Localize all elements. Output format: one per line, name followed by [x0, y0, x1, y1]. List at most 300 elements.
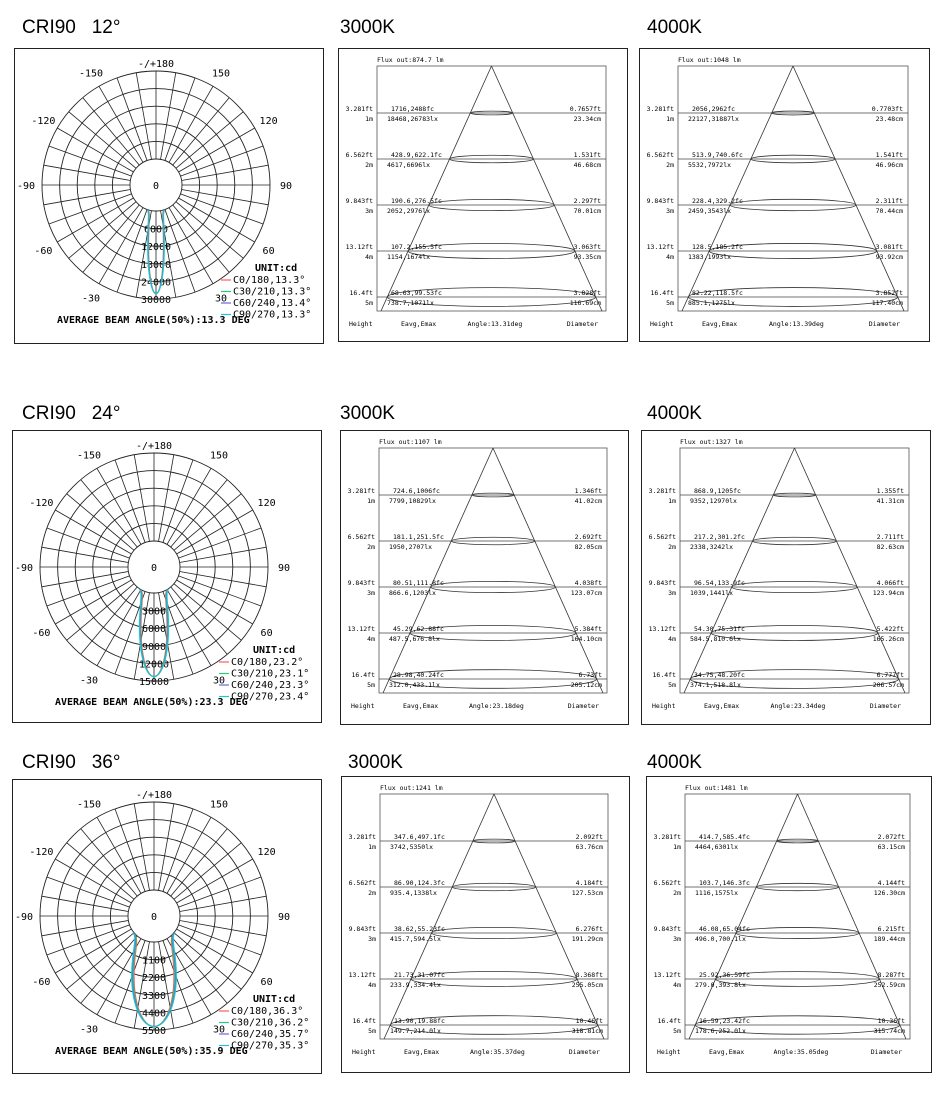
cone-height-ft: 16.4ft [657, 1017, 681, 1025]
polar-radial-label: 3300 [141, 990, 167, 1002]
polar-radial-label: 6000 [141, 624, 167, 636]
cone-height-m: 4m [368, 981, 376, 989]
cone-height-m: 5m [673, 1027, 681, 1035]
cone-diameter-ft: 2.092ft [575, 833, 603, 841]
polar-angle-label: -120 [29, 498, 54, 509]
polar-angle-label: 60 [260, 628, 273, 639]
polar-radial-label: 2200 [141, 973, 167, 985]
cone-diameter-ft: 5.384ft [574, 625, 602, 633]
cone-height-ft: 6.562ft [345, 151, 373, 159]
cone-diameter-ft: 10.36ft [877, 1017, 905, 1025]
polar-average-beam-angle: AVERAGE BEAM ANGLE(50%):23.3 DEG [55, 697, 248, 708]
polar-angle-label: -60 [34, 246, 53, 257]
polar-spoke [182, 190, 269, 205]
cone-illuminance-fc: 86.90,124.3fc [394, 879, 445, 887]
polar-legend-c30: C30/210,13.3° [233, 286, 312, 298]
cone-footer-height: Height [652, 702, 676, 710]
cone-illuminance-lx: 374.1,518.8lx [690, 681, 741, 689]
cone-height-ft: 13.12ft [345, 243, 373, 251]
polar-legend-c30: C30/210,23.1° [231, 668, 310, 680]
cone-illuminance-lx: 5532,7972lx [688, 161, 732, 169]
cone-illuminance-fc: 513.9,740.6fc [692, 151, 743, 159]
cone-panel-row-2-b [641, 430, 931, 725]
polar-spoke [161, 73, 176, 160]
cone-illuminance-lx: 22127,31887lx [688, 115, 739, 123]
cone-illuminance-fc: 13.90,19.88fc [394, 1017, 445, 1025]
polar-radial-label: 5500 [141, 1026, 167, 1037]
row-2-heading: CRI90 24° [22, 403, 121, 424]
cone-illuminance-lx: 18468,26783lx [387, 115, 438, 123]
row-3-cone-a-heading: 3000K [348, 752, 403, 773]
cone-diameter-ft: 2.072ft [877, 833, 905, 841]
polar-unit-label: UNIT:cd [253, 994, 296, 1005]
cone-illuminance-lx: 279.0,393.8lx [695, 981, 746, 989]
polar-radial-label: 3000 [141, 606, 167, 618]
polar-radial-label: 12000 [138, 659, 170, 671]
cone-flux: Flux out:1481 lm [685, 784, 748, 792]
cone-illuminance-lx: 1116,1575lx [695, 889, 739, 897]
polar-angle-label: -30 [79, 1024, 99, 1036]
polar-spoke [134, 455, 149, 542]
cone-height-m: 3m [666, 207, 674, 215]
cone-illuminance-fc: 1716,2488fc [391, 105, 435, 113]
polar-spoke [136, 73, 151, 160]
row-1-heading: CRI90 12° [22, 17, 121, 38]
cone-edge-right [798, 794, 907, 1039]
cone-panel-row-1-b [639, 48, 930, 342]
cone-illuminance-lx: 1950,2707lx [389, 543, 433, 551]
polar-spoke [180, 572, 267, 587]
polar-angle-label: -90 [14, 912, 34, 923]
cone-footer-angle: Angle:13.39deg [769, 320, 824, 328]
cone-diameter-ft: 8.368ft [575, 971, 603, 979]
cone-diameter-cm: 93.35cm [573, 253, 601, 261]
cone-illuminance-lx: 584.5,810.6lx [690, 635, 741, 643]
cone-illuminance-fc: 28.98,40.24fc [393, 671, 444, 679]
cone-illuminance-lx: 1383,1993lx [688, 253, 732, 261]
cone-diameter-ft: 10.46ft [575, 1017, 603, 1025]
cone-height-ft: 9.843ft [653, 925, 681, 933]
cone-illuminance-fc: 228.4,329.2fc [692, 197, 743, 205]
polar-spoke [42, 547, 129, 562]
cone-height-m: 3m [367, 589, 375, 597]
polar-angle-label: 120 [257, 498, 276, 509]
cone-diameter-ft: 0.7657ft [569, 105, 601, 113]
cone-diameter-cm: 23.48cm [875, 115, 903, 123]
cone-illuminance-fc: 82.22,118.5fc [692, 289, 743, 297]
cone-illuminance-fc: 190.6,276.5fc [391, 197, 442, 205]
polar-radial-label: 18000 [140, 259, 172, 271]
polar-chart-row-1 [15, 49, 325, 345]
cone-chart-row-2-b [642, 431, 932, 726]
cone-footer-angle: Angle:23.34deg [770, 702, 826, 710]
cone-height-ft: 6.562ft [653, 879, 681, 887]
cone-height-m: 5m [666, 299, 674, 307]
polar-angle-label: 120 [257, 847, 276, 858]
polar-legend-c60: C60/240,13.4° [233, 298, 312, 309]
cone-illuminance-lx: 233.9,334.4lx [390, 981, 441, 989]
polar-angle-label: 150 [211, 68, 231, 80]
polar-angle-label: 90 [277, 912, 291, 923]
cone-diameter-ft: 8.287ft [877, 971, 905, 979]
polar-radial-label: 24000 [140, 277, 172, 289]
cone-height-m: 1m [368, 843, 376, 851]
cone-illuminance-lx: 149.7,214.0lx [390, 1027, 441, 1035]
row-1-cone-b-heading: 4000K [647, 17, 702, 38]
cone-diameter-ft: 2.692ft [574, 533, 602, 541]
cone-chart-row-3-a [342, 777, 631, 1074]
cone-height-ft: 13.12ft [648, 625, 676, 633]
cone-illuminance-fc: 54.30,75.31fc [694, 625, 745, 633]
cone-height-m: 2m [666, 161, 674, 169]
cone-illuminance-lx: 312.0,433.1lx [389, 681, 440, 689]
polar-spoke [44, 165, 131, 180]
cone-illuminance-lx: 2052,2976lx [387, 207, 431, 215]
cone-height-m: 4m [668, 635, 676, 643]
cone-diameter-cm: 315.74cm [873, 1027, 905, 1035]
cone-illuminance-fc: 217.2,301.2fc [694, 533, 745, 541]
polar-angle-label: 60 [260, 977, 273, 988]
polar-angle-label: -150 [78, 68, 104, 80]
cone-diameter-ft: 6.276ft [575, 925, 603, 933]
cone-diameter-ft: 4.066ft [876, 579, 904, 587]
polar-angle-label: 30 [214, 293, 228, 305]
cone-flux: Flux out:1241 lm [380, 784, 443, 792]
cone-height-ft: 6.562ft [648, 533, 676, 541]
polar-angle-label: 60 [262, 246, 275, 257]
cone-edge-left [684, 448, 795, 693]
cone-height-m: 4m [666, 253, 674, 261]
row-1-cone-a-heading: 3000K [340, 17, 395, 38]
polar-average-beam-angle: AVERAGE BEAM ANGLE(50%):13.3 DEG [57, 315, 250, 326]
polar-spoke [134, 804, 149, 891]
cone-footer-diameter: Diameter [868, 320, 900, 328]
cone-diameter-ft: 2.297ft [573, 197, 601, 205]
cone-diameter-cm: 116.69cm [569, 299, 601, 307]
cone-height-ft: 3.281ft [347, 487, 375, 495]
cone-edge-left [384, 794, 494, 1039]
cone-diameter-cm: 46.68cm [573, 161, 601, 169]
polar-average-beam-angle: AVERAGE BEAM ANGLE(50%):35.9 DEG [55, 1046, 248, 1057]
cone-illuminance-fc: 128.5,185.2fc [692, 243, 743, 251]
polar-legend-c0: C0/180,36.3° [231, 1006, 304, 1017]
cone-illuminance-lx: 2459,3543lx [688, 207, 732, 215]
polar-spoke [44, 190, 131, 205]
cone-diameter-ft: 6.73ft [578, 671, 602, 679]
polar-angle-label: 30 [212, 1024, 226, 1036]
polar-angle-label: 30 [212, 675, 226, 687]
cone-diameter-ft: 4.184ft [575, 879, 603, 887]
cone-edge-left [381, 66, 492, 311]
cone-footer-diameter: Diameter [566, 320, 598, 328]
polar-angle-label: 90 [277, 563, 291, 574]
cone-illuminance-fc: 46.08,65.04fc [699, 925, 750, 933]
cone-height-m: 5m [365, 299, 373, 307]
cone-height-ft: 3.281ft [345, 105, 373, 113]
polar-angle-label: -150 [76, 450, 102, 462]
polar-radial-label: 9000 [141, 641, 167, 653]
polar-spoke [159, 804, 174, 891]
row-2-cone-b-heading: 4000K [647, 403, 702, 424]
polar-radial-label: 0 [150, 563, 158, 574]
polar-max-label: -/+180 [135, 790, 173, 801]
row-2-cone-a-heading: 3000K [340, 403, 395, 424]
cone-diameter-cm: 164.10cm [570, 635, 602, 643]
cone-diameter-ft: 0.7703ft [871, 105, 903, 113]
cone-height-ft: 6.562ft [646, 151, 674, 159]
cone-edge-right [493, 448, 603, 693]
polar-radial-label: 12000 [140, 242, 172, 254]
cone-illuminance-fc: 45.29,62.88fc [393, 625, 444, 633]
cone-footer-angle: Angle:13.31deg [467, 320, 523, 328]
polar-legend-c90: C90/270,35.3° [231, 1040, 310, 1052]
cone-illuminance-lx: 3742,5350lx [390, 843, 434, 851]
cone-height-m: 1m [666, 115, 674, 123]
cone-diameter-ft: 6.215ft [877, 925, 905, 933]
cone-illuminance-lx: 866.6,1203lx [389, 589, 436, 597]
cone-frame [678, 66, 908, 311]
cone-chart-row-3-b [647, 777, 933, 1074]
cone-diameter-cm: 255.05cm [571, 981, 603, 989]
cone-edge-left [689, 794, 798, 1039]
cone-footer-diameter: Diameter [567, 702, 599, 710]
cone-illuminance-fc: 68.63,99.53fc [391, 289, 442, 297]
cone-height-ft: 16.4ft [351, 671, 375, 679]
cone-diameter-cm: 165.26cm [872, 635, 904, 643]
cone-diameter-ft: 2.711ft [876, 533, 904, 541]
cone-height-ft: 9.843ft [347, 579, 375, 587]
cone-chart-row-2-a [341, 431, 630, 726]
polar-spoke [180, 921, 267, 936]
cone-illuminance-lx: 2338,3242lx [690, 543, 734, 551]
cone-height-ft: 16.4ft [352, 1017, 376, 1025]
cone-illuminance-fc: 428.9,622.1fc [391, 151, 442, 159]
cone-diameter-ft: 3.852ft [875, 289, 903, 297]
polar-spoke [42, 572, 129, 587]
cone-diameter-cm: 63.76cm [575, 843, 603, 851]
cone-footer-eavg: Eavg,Emax [401, 320, 437, 328]
cone-height-m: 5m [368, 1027, 376, 1035]
cone-height-ft: 6.562ft [347, 533, 375, 541]
polar-legend-c90: C90/270,13.3° [233, 309, 312, 321]
polar-spoke [182, 165, 269, 180]
cone-height-m: 1m [673, 843, 681, 851]
cone-flux: Flux out:1048 lm [678, 56, 741, 64]
cone-height-m: 2m [367, 543, 375, 551]
cone-diameter-cm: 252.59cm [873, 981, 905, 989]
polar-angle-label: -90 [16, 181, 36, 192]
cone-diameter-ft: 5.422ft [876, 625, 904, 633]
cone-diameter-ft: 3.081ft [875, 243, 903, 251]
cone-diameter-cm: 127.53cm [571, 889, 603, 897]
cone-diameter-cm: 93.92cm [875, 253, 903, 261]
cone-illuminance-lx: 415.7,594.5lx [390, 935, 441, 943]
cone-height-m: 3m [668, 589, 676, 597]
row-3-cone-b-heading: 4000K [647, 752, 702, 773]
polar-angle-label: -60 [32, 628, 51, 639]
cone-height-ft: 3.281ft [646, 105, 674, 113]
cone-footer-eavg: Eavg,Emax [404, 1048, 440, 1056]
polar-chart-row-3 [13, 780, 323, 1075]
cone-diameter-ft: 6.777ft [876, 671, 904, 679]
polar-legend-c0: C0/180,23.2° [231, 657, 304, 668]
cone-illuminance-fc: 21.73,31.07fc [394, 971, 445, 979]
cone-height-m: 2m [368, 889, 376, 897]
cone-footer-diameter: Diameter [568, 1048, 600, 1056]
polar-angle-label: 150 [209, 450, 229, 462]
cone-illuminance-lx: 178.6,252.0lx [695, 1027, 746, 1035]
cone-frame [380, 794, 608, 1039]
cone-illuminance-fc: 103.7,146.3fc [699, 879, 750, 887]
cone-height-m: 3m [673, 935, 681, 943]
cone-diameter-cm: 318.81cm [571, 1027, 603, 1035]
polar-legend-c30: C30/210,36.2° [231, 1017, 310, 1029]
cone-illuminance-fc: 96.54,133.9fc [694, 579, 745, 587]
cone-footer-height: Height [650, 320, 674, 328]
polar-angle-label: -90 [14, 563, 34, 574]
cone-height-ft: 16.4ft [349, 289, 373, 297]
cone-height-ft: 13.12ft [646, 243, 674, 251]
cone-illuminance-fc: 80.51,111.8fc [393, 579, 444, 587]
polar-radial-label: 0 [150, 912, 158, 923]
cone-height-m: 3m [365, 207, 373, 215]
cone-diameter-cm: 206.57cm [872, 681, 904, 689]
cone-frame [379, 448, 607, 693]
cone-diameter-ft: 4.038ft [574, 579, 602, 587]
cone-diameter-cm: 82.05cm [574, 543, 602, 551]
cone-illuminance-lx: 935.4,1338lx [390, 889, 437, 897]
cone-panel-row-1-a [338, 48, 628, 342]
cone-height-ft: 13.12ft [653, 971, 681, 979]
cone-footer-eavg: Eavg,Emax [704, 702, 740, 710]
cone-height-ft: 9.843ft [648, 579, 676, 587]
cone-diameter-cm: 205.12cm [570, 681, 602, 689]
cone-diameter-ft: 1.531ft [573, 151, 601, 159]
cone-footer-height: Height [657, 1048, 681, 1056]
cone-height-m: 3m [368, 935, 376, 943]
cone-frame [377, 66, 606, 311]
polar-spoke [159, 455, 174, 542]
cone-diameter-cm: 191.29cm [571, 935, 603, 943]
cone-illuminance-lx: 4464,6301lx [695, 843, 739, 851]
polar-angle-label: 150 [209, 799, 229, 811]
polar-legend-c90: C90/270,23.4° [231, 691, 310, 703]
polar-panel-row-2 [12, 430, 322, 723]
cone-height-ft: 13.12ft [348, 971, 376, 979]
polar-angle-label: -120 [29, 847, 54, 858]
cone-illuminance-fc: 38.62,55.23fc [394, 925, 445, 933]
polar-spoke [42, 896, 129, 911]
cone-illuminance-fc: 868.9,1205fc [694, 487, 741, 495]
cone-footer-eavg: Eavg,Emax [403, 702, 439, 710]
polar-max-label: -/+180 [137, 59, 175, 70]
polar-angle-label: -30 [79, 675, 99, 687]
cone-diameter-cm: 46.96cm [875, 161, 903, 169]
cone-footer-height: Height [352, 1048, 376, 1056]
cone-illuminance-lx: 9352,12970lx [690, 497, 737, 505]
cone-illuminance-fc: 414.7,585.4fc [699, 833, 750, 841]
cone-height-m: 5m [668, 681, 676, 689]
cone-diameter-ft: 4.144ft [877, 879, 905, 887]
cone-diameter-cm: 63.15cm [877, 843, 905, 851]
cone-height-ft: 16.4ft [652, 671, 676, 679]
cone-illuminance-lx: 4617,6696lx [387, 161, 431, 169]
cone-height-m: 1m [365, 115, 373, 123]
polar-legend-c0: C0/180,13.3° [233, 275, 306, 286]
cone-diameter-cm: 117.40cm [871, 299, 903, 307]
cone-diameter-cm: 41.31cm [876, 497, 904, 505]
cone-height-ft: 16.4ft [650, 289, 674, 297]
cone-panel-row-3-b [646, 776, 932, 1073]
cone-height-m: 2m [668, 543, 676, 551]
cone-diameter-cm: 189.44cm [873, 935, 905, 943]
cone-footer-diameter: Diameter [870, 1048, 902, 1056]
polar-panel-row-1 [14, 48, 324, 344]
cone-diameter-cm: 82.63cm [876, 543, 904, 551]
cone-illuminance-fc: 107.2,155.5fc [391, 243, 442, 251]
cone-edge-left [682, 66, 793, 311]
cone-illuminance-fc: 181.1,251.5fc [393, 533, 444, 541]
cone-illuminance-fc: 2056,2962fc [692, 105, 736, 113]
cone-illuminance-lx: 496.0,700.1lx [695, 935, 746, 943]
cone-flux: Flux out:1107 lm [379, 438, 442, 446]
polar-angle-label: -150 [76, 799, 102, 811]
cone-illuminance-fc: 16.59,23.42fc [699, 1017, 750, 1025]
cone-diameter-ft: 1.541ft [875, 151, 903, 159]
cone-panel-row-2-a [340, 430, 629, 725]
cone-footer-eavg: Eavg,Emax [709, 1048, 745, 1056]
cone-height-ft: 9.843ft [646, 197, 674, 205]
polar-spoke [180, 547, 267, 562]
cone-footer-angle: Angle:35.05deg [773, 1048, 829, 1056]
cone-footer-angle: Angle:35.37deg [470, 1048, 525, 1056]
polar-spoke [42, 921, 129, 936]
cone-illuminance-lx: 487.5,676.8lx [389, 635, 440, 643]
polar-radial-label: 30000 [140, 295, 172, 306]
cone-chart-row-1-a [339, 49, 629, 343]
cone-diameter-cm: 123.94cm [872, 589, 904, 597]
polar-angle-label: -60 [32, 977, 51, 988]
cone-diameter-cm: 70.01cm [573, 207, 601, 215]
polar-radial-label: 15000 [138, 677, 170, 688]
polar-chart-row-2 [13, 431, 323, 724]
cone-diameter-cm: 70.44cm [875, 207, 903, 215]
polar-legend-c60: C60/240,23.3° [231, 680, 310, 691]
cone-illuminance-lx: 7799,10829lx [389, 497, 436, 505]
polar-spoke [180, 896, 267, 911]
polar-panel-row-3 [12, 779, 322, 1074]
cone-footer-height: Height [349, 320, 373, 328]
cone-illuminance-lx: 1154,1674lx [387, 253, 431, 261]
cone-height-m: 5m [367, 681, 375, 689]
cone-illuminance-lx: 1039,1441lx [690, 589, 734, 597]
cone-illuminance-fc: 25.92,36.59fc [699, 971, 750, 979]
cone-height-m: 2m [365, 161, 373, 169]
cone-diameter-ft: 1.355ft [876, 487, 904, 495]
cone-height-m: 1m [367, 497, 375, 505]
cone-height-m: 4m [673, 981, 681, 989]
cone-diameter-ft: 1.346ft [574, 487, 602, 495]
cone-height-ft: 3.281ft [648, 487, 676, 495]
cone-illuminance-fc: 34.75,48.20fc [694, 671, 745, 679]
cone-footer-angle: Angle:23.18deg [469, 702, 524, 710]
cone-height-ft: 13.12ft [347, 625, 375, 633]
cone-diameter-ft: 3.063ft [573, 243, 601, 251]
cone-edge-right [793, 66, 904, 311]
polar-angle-label: -30 [81, 293, 101, 305]
cone-height-m: 4m [367, 635, 375, 643]
cone-height-ft: 3.281ft [653, 833, 681, 841]
